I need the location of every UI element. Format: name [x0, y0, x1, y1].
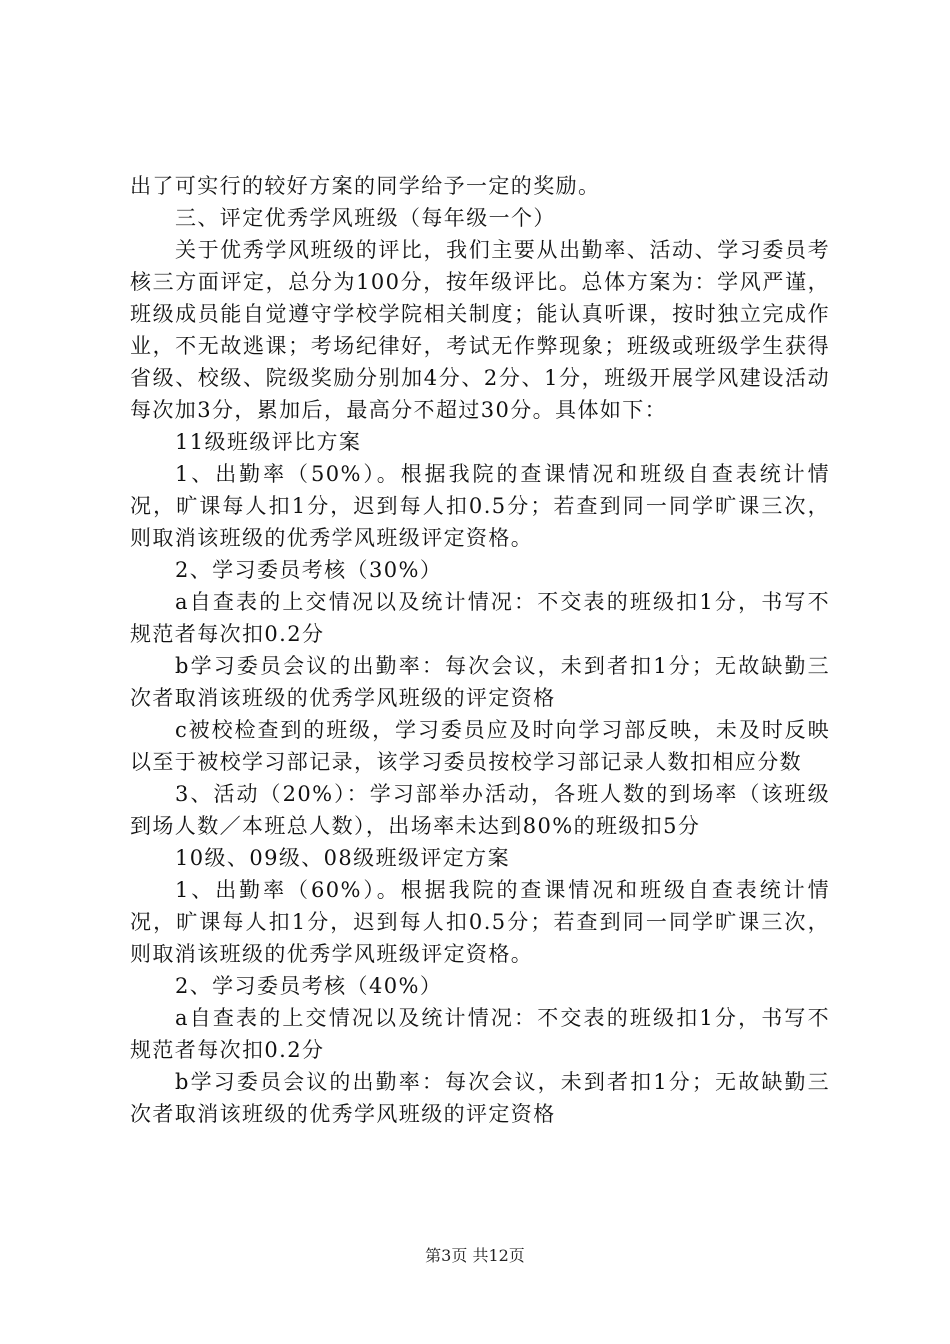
paragraph-continuation: 出了可实行的较好方案的同学给予一定的奖励。	[130, 174, 601, 198]
paragraph-item-a-2: a自查表的上交情况以及统计情况：不交表的班级扣1分，书写不规范者每次扣0.2分	[130, 1006, 830, 1062]
paragraph-overview: 关于优秀学风班级的评比，我们主要从出勤率、活动、学习委员考核三方面评定，总分为100分，按年级评比。总体方案为：学风严谨，班级成员能自觉遵守学校学院相关制度；能认真听课，按时独立完成作业，不无故逃课；考场纪律好，考试无作弊现象；班级或班级学生获得省级、校级、院级奖励分别加4分、2分、1分，班级开展学风建设活动每次加3分，累加后，最高分不超过30分。具体如下：	[130, 238, 830, 422]
paragraph-item-b-2: b学习委员会议的出勤率：每次会议，未到者扣1分；无故缺勤三次者取消该班级的优秀学风班级的评定资格	[130, 1070, 830, 1126]
paragraph-attendance-60: 1、出勤率（60%）。根据我院的查课情况和班级自查表统计情况，旷课每人扣1分，迟到每人扣0.5分；若查到同一同学旷课三次，则取消该班级的优秀学风班级评定资格。	[130, 878, 830, 966]
paragraph-item-a: a自查表的上交情况以及统计情况：不交表的班级扣1分，书写不规范者每次扣0.2分	[130, 590, 830, 646]
paragraph-activity-20: 3、活动（20%）：学习部举办活动，各班人数的到场率（该班级到场人数／本班总人数），出场率未达到80%的班级扣5分	[130, 782, 830, 838]
paragraph-item-c: c被校检查到的班级，学习委员应及时向学习部反映，未及时反映以至于被校学习部记录，该学习委员按校学习部记录人数扣相应分数	[130, 718, 830, 774]
subheading-grade-11-plan: 11级班级评比方案	[175, 430, 362, 454]
document-body	[130, 170, 830, 1130]
page-number-footer: 第3页 共12页	[425, 1246, 525, 1265]
paragraph-item-b: b学习委员会议的出勤率：每次会议，未到者扣1分；无故缺勤三次者取消该班级的优秀学风班级的评定资格	[130, 654, 830, 710]
paragraph-committee-review-40: 2、学习委员考核（40%）	[175, 974, 443, 998]
section-heading-excellent-class: 三、评定优秀学风班级（每年级一个）	[175, 206, 556, 230]
subheading-grade-10-09-08-plan: 10级、09级、08级班级评定方案	[175, 846, 510, 870]
paragraph-committee-review-30: 2、学习委员考核（30%）	[175, 558, 443, 582]
paragraph-attendance-50: 1、出勤率（50%）。根据我院的查课情况和班级自查表统计情况，旷课每人扣1分，迟到每人扣0.5分；若查到同一同学旷课三次，则取消该班级的优秀学风班级评定资格。	[130, 462, 830, 550]
